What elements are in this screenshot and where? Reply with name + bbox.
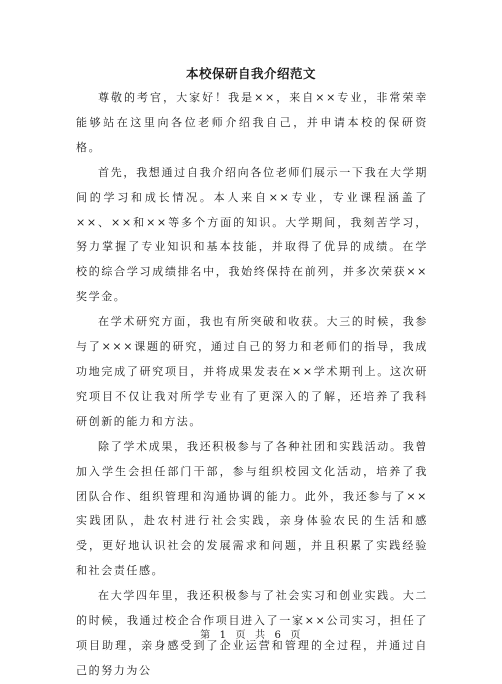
paragraph-greeting: 尊敬的考官，大家好！我是××，来自××专业，非常荣幸能够站在这里向各位老师介绍我自己，并申请本校的保研资格。 (76, 91, 428, 154)
footer-di: 第 (200, 630, 212, 641)
footer-ye: 页 (235, 630, 247, 641)
footer-page-number: 1 (219, 630, 228, 641)
paragraph-research: 在学术研究方面，我也有所突破和收获。大三的时候，我参与了×××课题的研究，通过自己的努力和老师们的指导，我成功地完成了研究项目，并将成果发表在××学术期刊上。这次研究项目不仅让我对所学专业有了更深入的了解，还培养了我科研创新的能力和方法。 (76, 315, 428, 428)
footer-ye2: 页 (290, 630, 302, 641)
document-body (76, 86, 428, 684)
paragraph-internship: 在大学四年里，我还积极参与了社会实习和创业实践。大二的时候，我通过校企合作项目进入了一家××公司实习，担任了项目助理，亲身感受到了企业运营和管理的全过程，并通过自己的努力为公 (76, 589, 428, 677)
footer-gong: 共 (255, 630, 267, 641)
paragraph-study: 首先，我想通过自我介绍向各位老师们展示一下我在大学期间的学习和成长情况。本人来自××专业，专业课程涵盖了××、××和××等多个方面的知识。大学期间，我刻苦学习，努力掌握了专业知识和基本技能，并取得了优异的成绩。在学校的综合学习成绩排名中，我始终保持在前列，并多次荣获××奖学金。 (76, 165, 428, 304)
paragraph-activities: 除了学术成果，我还积极参与了各种社团和实践活动。我曾加入学生会担任部门干部，参与组织校园文化活动，培养了我团队合作、组织管理和沟通协调的能力。此外，我还参与了××实践团队，赴农村进行社会实践，亲身体验农民的生活和感受，更好地认识社会的发展需求和问题，并且积累了实践经验和社会责任感。 (76, 439, 428, 578)
page-footer (0, 629, 502, 643)
footer-total-pages: 6 (274, 630, 283, 641)
document-title: 本校保研自我介绍范文 (185, 66, 316, 81)
